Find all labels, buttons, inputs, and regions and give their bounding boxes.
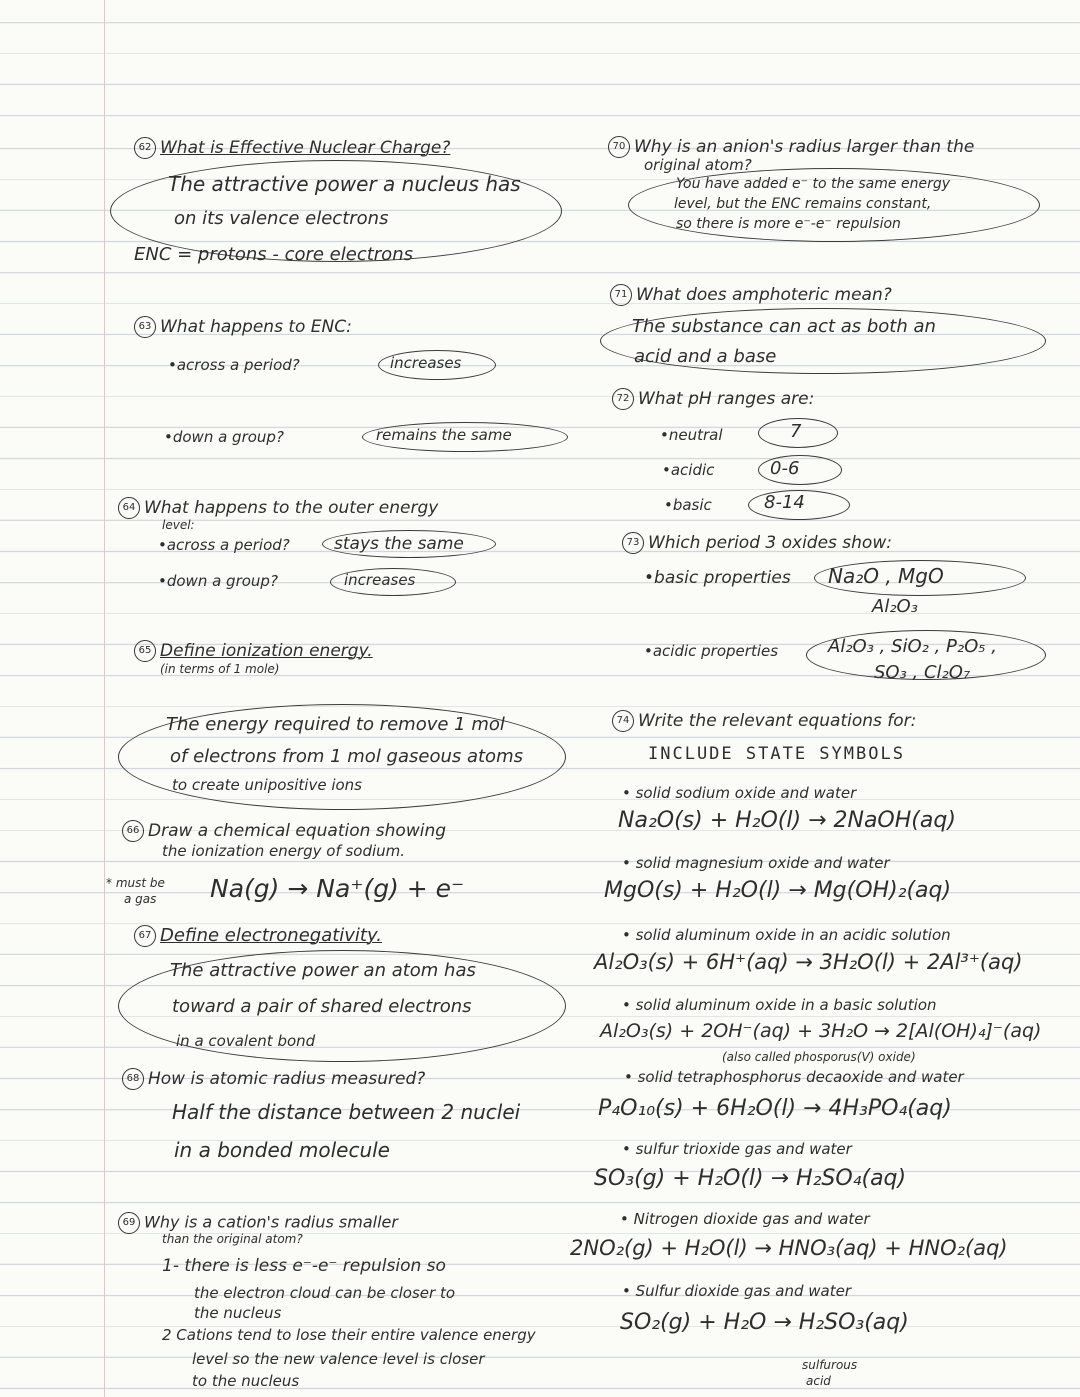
answer-69-point1-line3: the nucleus (194, 1304, 282, 1322)
question-62: 62 What is Effective Nuclear Charge? (134, 137, 450, 159)
q64-down-label: •down a group? (158, 572, 278, 590)
question-number: 74 (612, 710, 634, 732)
answer-71-line2: acid and a base (634, 346, 777, 367)
question-64-line2: level: (162, 518, 195, 532)
eq-item-equation: P₄O₁₀(s) + 6H₂O(l) → 4H₃PO₄(aq) (598, 1096, 952, 1121)
answer-68-line2: in a bonded molecule (174, 1138, 390, 1162)
question-66: 66 Draw a chemical equation showing (122, 820, 446, 842)
answer-68-line1: Half the distance between 2 nuclei (172, 1100, 521, 1124)
eq-item-label: • solid sodium oxide and water (622, 784, 857, 802)
question-number: 70 (608, 136, 630, 158)
question-65: 65 Define ionization energy. (134, 640, 373, 662)
q73-acidic-value-line2: SO₃ , Cl₂O₇ (874, 662, 971, 683)
eq-item-label: • Nitrogen dioxide gas and water (620, 1210, 870, 1228)
answer-67-line1: The attractive power an atom has (170, 960, 476, 981)
eq-item-label: • solid aluminum oxide in a basic solution (622, 996, 937, 1014)
acidic-value: 0-6 (770, 458, 800, 479)
eq-item-equation: SO₂(g) + H₂O → H₂SO₃(aq) (620, 1310, 909, 1335)
neutral-value: 7 (790, 421, 802, 442)
question-65-note: (in terms of 1 mole) (160, 662, 280, 676)
answer-62-line2: on its valence electrons (174, 208, 389, 229)
question-number: 63 (134, 316, 156, 338)
include-state-symbols: INCLUDE STATE SYMBOLS (648, 744, 905, 764)
question-74: 74 Write the relevant equations for: (612, 710, 916, 732)
question-67: 67 Define electronegativity. (134, 925, 382, 947)
eq-item-equation: MgO(s) + H₂O(l) → Mg(OH)₂(aq) (604, 878, 952, 903)
q63-across-label: •across a period? (168, 356, 300, 374)
question-number: 66 (122, 820, 144, 842)
answer-69-point2: 2 Cations tend to lose their entire valence energy (162, 1326, 536, 1344)
q64-across-answer: stays the same (334, 534, 464, 554)
answer-70-line3: so there is more e⁻-e⁻ repulsion (676, 216, 901, 232)
eq-item-label: • solid aluminum oxide in an acidic solution (622, 926, 951, 944)
answer-67-line3: in a covalent bond (176, 1032, 316, 1050)
question-number: 71 (610, 284, 632, 306)
eq-item-equation: Al₂O₃(s) + 6H⁺(aq) → 3H₂O(l) + 2Al³⁺(aq) (594, 950, 1023, 974)
answer-62-line1: The attractive power a nucleus has (168, 172, 521, 196)
q73-basic-value: Na₂O , MgO (828, 564, 944, 588)
q63-down-label: •down a group? (164, 428, 284, 446)
eq-item-equation: SO₃(g) + H₂O(l) → H₂SO₄(aq) (594, 1166, 907, 1191)
q73-acidic-label: •acidic properties (644, 642, 779, 660)
answer-69-point1: 1- there is less e⁻-e⁻ repulsion so (162, 1256, 446, 1276)
neutral-label: •neutral (660, 426, 723, 444)
answer-65-line3: to create unipositive ions (172, 776, 362, 794)
question-71: 71 What does amphoteric mean? (610, 284, 892, 306)
q73-basic-value-line2: Al₂O₃ (872, 596, 918, 617)
question-number: 62 (134, 137, 156, 159)
side-note-line2: a gas (124, 892, 157, 906)
question-number: 64 (118, 497, 140, 519)
question-number: 69 (118, 1212, 140, 1234)
question-number: 65 (134, 640, 156, 662)
basic-value: 8-14 (764, 492, 805, 513)
question-73: 73 Which period 3 oxides show: (622, 532, 892, 554)
q64-across-label: •across a period? (158, 536, 290, 554)
question-70-line2: original atom? (644, 156, 752, 174)
answer-69-point2-line3: to the nucleus (192, 1372, 300, 1390)
question-70: 70 Why is an anion's radius larger than the (608, 136, 974, 158)
enc-formula: ENC = protons - core electrons (134, 244, 413, 265)
q64-down-answer: increases (344, 571, 416, 589)
answer-67-line2: toward a pair of shared electrons (172, 996, 472, 1017)
phosphorus-note: (also called phosporus(V) oxide) (722, 1050, 916, 1064)
question-63: 63 What happens to ENC: (134, 316, 352, 338)
eq-item-label: • sulfur trioxide gas and water (622, 1140, 852, 1158)
q63-down-answer: remains the same (376, 426, 512, 444)
question-number: 73 (622, 532, 644, 554)
q73-acidic-value: Al₂O₃ , SiO₂ , P₂O₅ , (828, 636, 997, 657)
answer-69-point1-line2: the electron cloud can be closer to (194, 1284, 456, 1302)
question-72: 72 What pH ranges are: (612, 388, 814, 410)
answer-71-line1: The substance can act as both an (632, 316, 936, 337)
question-66-line2: the ionization energy of sodium. (162, 842, 406, 860)
answer-70-line2: level, but the ENC remains constant, (674, 196, 932, 212)
eq-item-label: • solid magnesium oxide and water (622, 854, 890, 872)
answer-70-line1: You have added e⁻ to the same energy (676, 176, 950, 192)
question-68: 68 How is atomic radius measured? (122, 1068, 425, 1090)
answer-65-line2: of electrons from 1 mol gaseous atoms (170, 746, 523, 767)
q73-basic-label: •basic properties (644, 568, 791, 588)
question-69-line2: than the original atom? (162, 1232, 303, 1246)
sulfurous-note-line2: acid (806, 1374, 831, 1388)
basic-label: •basic (664, 496, 712, 514)
right-column (560, 0, 1080, 1397)
eq-item-equation: Na₂O(s) + H₂O(l) → 2NaOH(aq) (618, 808, 956, 833)
question-69: 69 Why is a cation's radius smaller (118, 1212, 398, 1234)
eq-item-equation: Al₂O₃(s) + 2OH⁻(aq) + 3H₂O → 2[Al(OH)₄]⁻(aq) (600, 1020, 1042, 1042)
sulfurous-note: sulfurous (802, 1358, 858, 1372)
question-number: 68 (122, 1068, 144, 1090)
eq-item-label: • Sulfur dioxide gas and water (622, 1282, 851, 1300)
acidic-label: •acidic (662, 461, 715, 479)
answer-69-point2-line2: level so the new valence level is closer (192, 1350, 485, 1368)
eq-item-label: • solid tetraphosphorus decaoxide and water (624, 1068, 964, 1086)
q63-across-answer: increases (390, 354, 462, 372)
answer-65-line1: The energy required to remove 1 mol (166, 714, 505, 735)
question-64: 64 What happens to the outer energy (118, 497, 438, 519)
question-number: 72 (612, 388, 634, 410)
eq-item-equation: 2NO₂(g) + H₂O(l) → HNO₃(aq) + HNO₂(aq) (570, 1236, 1008, 1260)
sodium-ionization-equation: Na(g) → Na⁺(g) + e⁻ (210, 874, 465, 903)
question-number: 67 (134, 925, 156, 947)
side-note: * must be (106, 876, 165, 890)
